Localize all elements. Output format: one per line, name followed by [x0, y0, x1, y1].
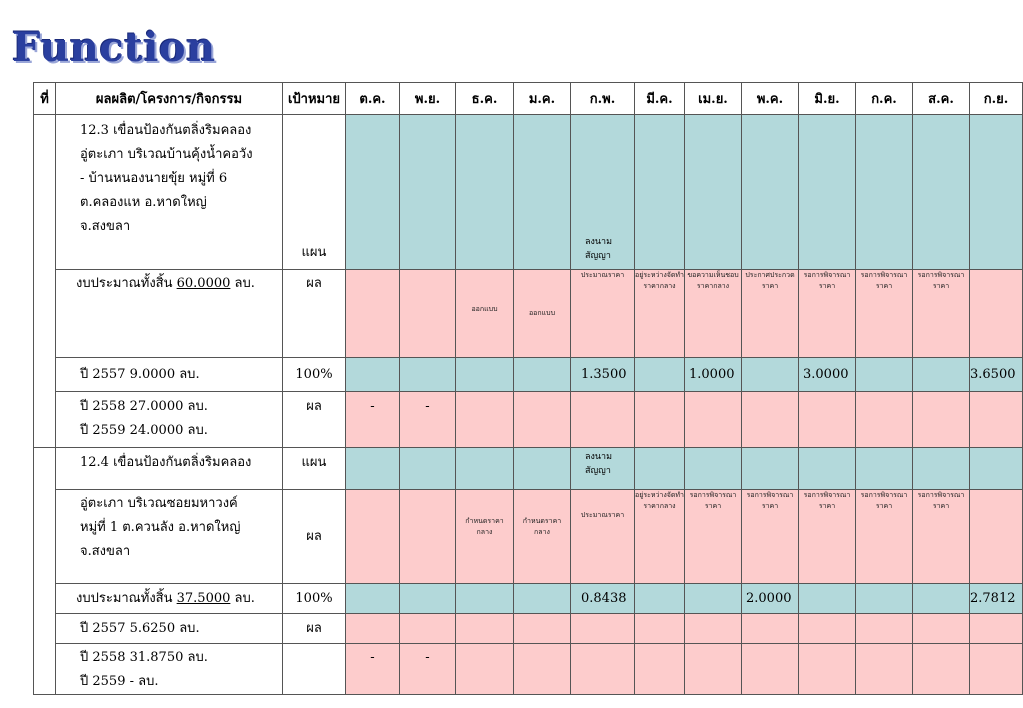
row-number-cell: [34, 115, 56, 448]
header-cell: ผลผลิต/โครงการ/กิจกรรม: [56, 83, 283, 115]
project-2-description: [56, 490, 283, 584]
header-cell: ที่: [34, 83, 56, 115]
target-cell: แผน: [283, 115, 346, 270]
project-2-desc-line: จ.สงขลา: [80, 544, 131, 559]
target-cell: 100%: [283, 584, 346, 614]
amount-cell: [856, 584, 913, 614]
status-cell: รอการพิจารณาราคา: [856, 490, 913, 584]
amount-cell: [799, 584, 856, 614]
header-cell: ต.ค.: [346, 83, 400, 115]
status-cell: [970, 490, 1023, 584]
header-cell: เม.ย.: [685, 83, 742, 115]
budget-amount: 37.5000: [176, 590, 231, 606]
project-1-budget: [56, 270, 283, 358]
amount-cell: 1.0000: [685, 358, 742, 392]
project-2-year-row-2: [34, 644, 1023, 695]
budget-suffix: ลบ.: [230, 276, 255, 291]
amount-cell: [685, 584, 742, 614]
amount-cell: [635, 584, 685, 614]
budget-prefix: งบประมาณทั้งสิ้น: [76, 276, 177, 291]
status-cell: รอการพิจารณาราคา: [913, 270, 970, 358]
row-number-cell: [34, 448, 56, 695]
header-cell: ก.ย.: [970, 83, 1023, 115]
project-2-year-row: [34, 614, 1023, 644]
project-1-year-row: [34, 392, 1023, 448]
status-cell: [346, 270, 400, 358]
status-cell: กำหนดราคากลาง: [456, 490, 514, 584]
project-2-desc-line: หมู่ที่ 1 ต.ควนลัง อ.หาดใหญ่: [80, 520, 241, 535]
status-cell: รอการพิจารณาราคา: [685, 490, 742, 584]
budget-prefix: งบประมาณทั้งสิ้น: [76, 590, 177, 606]
header-cell: มี.ค.: [635, 83, 685, 115]
year-line: ปี 2557 5.6250 ลบ.: [56, 614, 283, 644]
amount-cell: [514, 358, 571, 392]
status-cell: ออกแบบ: [514, 270, 571, 358]
project-2-result-row: [34, 490, 1023, 584]
project-2-plan-row: [34, 448, 1023, 490]
status-cell: ออกแบบ: [456, 270, 514, 358]
target-cell: ผล: [283, 614, 346, 644]
header-cell: พ.ค.: [742, 83, 799, 115]
status-cell: [400, 490, 456, 584]
project-1-plan-row: [34, 115, 1023, 270]
target-cell: ผล: [283, 490, 346, 584]
year-line: ปี 2557 9.0000 ลบ.: [56, 358, 283, 392]
project-1-desc-line: ต.คลองแห อ.หาดใหญ่: [80, 195, 207, 210]
status-cell: รอการพิจารณาราคา: [799, 270, 856, 358]
header-cell: มิ.ย.: [799, 83, 856, 115]
amount-cell: 0.8438: [571, 584, 635, 614]
project-2-desc-line: อู่ตะเภา บริเวณซอยมหาวงค์: [80, 496, 238, 511]
status-cell: ขอความเห็นชอบราคากลาง: [685, 270, 742, 358]
status-cell: รอการพิจารณาราคา: [742, 490, 799, 584]
amount-cell: [913, 584, 970, 614]
amount-cell: 3.0000: [799, 358, 856, 392]
status-cell: [400, 270, 456, 358]
project-2-years: [56, 644, 283, 695]
year-line: ปี 2558 27.0000 ลบ.: [80, 399, 208, 414]
header-cell: ม.ค.: [514, 83, 571, 115]
status-cell: [970, 270, 1023, 358]
project-1-amount-row: [34, 358, 1023, 392]
status-cell: รอการพิจารณาราคา: [856, 270, 913, 358]
dash-cell: -: [346, 392, 400, 448]
amount-cell: [400, 358, 456, 392]
header-cell: ธ.ค.: [456, 83, 514, 115]
budget-amount: 60.0000: [176, 276, 231, 291]
plan-label: ลงนาม สัญญา: [585, 237, 613, 261]
project-1-years: [56, 392, 283, 448]
project-1-desc-line: - บ้านหนองนายขุ้ย หมู่ที่ 6: [80, 171, 228, 186]
target-cell: ผล: [283, 270, 346, 358]
plan-label: ลงนาม สัญญา: [585, 452, 613, 476]
status-cell: อยู่ระหว่างจัดทำราคากลาง: [635, 270, 685, 358]
amount-cell: [456, 358, 514, 392]
target-cell: แผน: [283, 448, 346, 490]
project-1-desc-line: อู่ตะเภา บริเวณบ้านคุ้งน้ำคอวัง: [80, 147, 253, 162]
project-1-result-row: [34, 270, 1023, 358]
header-cell: ก.ค.: [856, 83, 913, 115]
amount-cell: [400, 584, 456, 614]
status-cell: รอการพิจารณาราคา: [799, 490, 856, 584]
amount-cell: [913, 358, 970, 392]
header-cell: ก.พ.: [571, 83, 635, 115]
header-cell: เป้าหมาย: [283, 83, 346, 115]
target-cell: ผล: [283, 392, 346, 448]
status-cell: อยู่ระหว่างจัดทำราคากลาง: [635, 490, 685, 584]
amount-cell: [856, 358, 913, 392]
amount-cell: 2.7812: [970, 584, 1023, 614]
amount-cell: [635, 358, 685, 392]
project-2-budget: [56, 584, 283, 614]
amount-cell: 3.6500: [970, 358, 1023, 392]
project-2-desc-line: 12.4 เขื่อนป้องกันตลิ่งริมคลอง: [56, 448, 283, 490]
amount-cell: [742, 358, 799, 392]
status-cell: รอการพิจารณาราคา: [913, 490, 970, 584]
budget-suffix: ลบ.: [230, 590, 255, 606]
year-line: ปี 2559 24.0000 ลบ.: [80, 423, 208, 438]
target-cell: 100%: [283, 358, 346, 392]
amount-cell: [346, 584, 400, 614]
amount-cell: 2.0000: [742, 584, 799, 614]
amount-cell: [456, 584, 514, 614]
status-cell: ประกาศประกวดราคา: [742, 270, 799, 358]
dash-cell: -: [400, 392, 456, 448]
header-row: [34, 83, 1023, 115]
page-title: Function: [12, 24, 216, 71]
project-2-amount-row: [34, 584, 1023, 614]
year-line: ปี 2558 31.8750 ลบ.: [80, 650, 208, 665]
dash-cell: -: [400, 644, 456, 695]
status-cell: ประมาณราคา: [571, 490, 635, 584]
project-1-desc-line: 12.3 เขื่อนป้องกันตลิ่งริมคลอง: [80, 123, 252, 138]
status-cell: [346, 490, 400, 584]
amount-cell: [346, 358, 400, 392]
project-1-desc-line: จ.สงขลา: [80, 219, 131, 234]
status-cell: กำหนดราคากลาง: [514, 490, 571, 584]
amount-cell: [514, 584, 571, 614]
project-1-description: [56, 115, 283, 270]
header-cell: พ.ย.: [400, 83, 456, 115]
dash-cell: -: [346, 644, 400, 695]
amount-cell: 1.3500: [571, 358, 635, 392]
year-line: ปี 2559 - ลบ.: [80, 674, 159, 689]
status-cell: ประมาณราคา: [571, 270, 635, 358]
header-cell: ส.ค.: [913, 83, 970, 115]
schedule-table: [33, 82, 1023, 695]
